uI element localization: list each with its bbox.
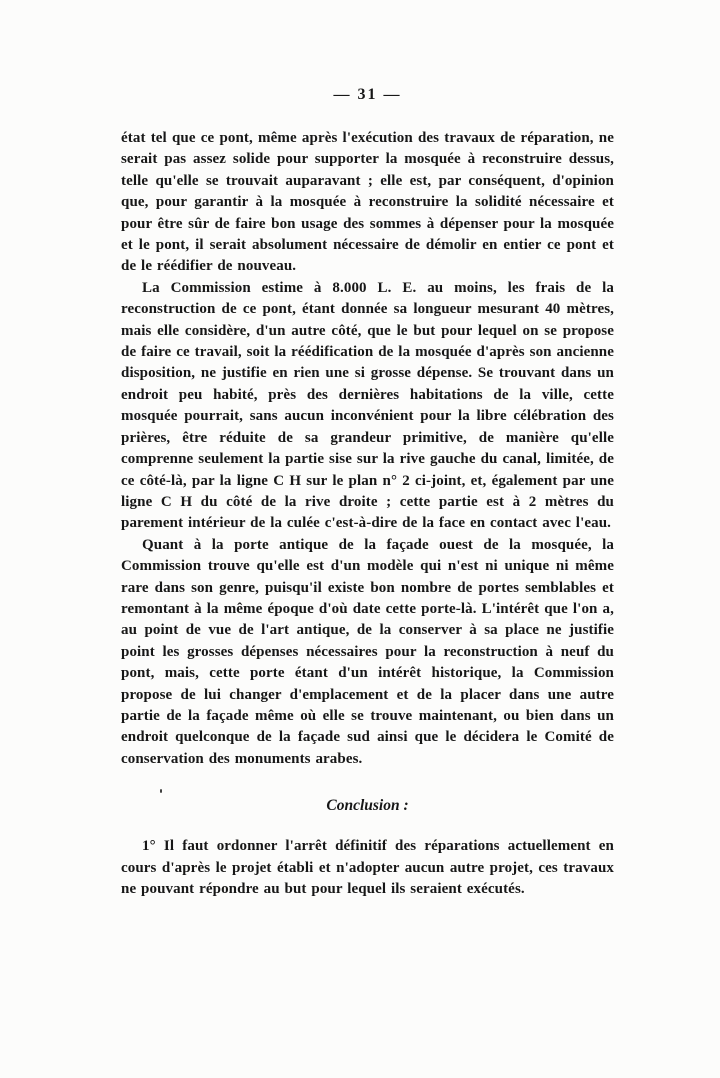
- conclusion-heading: Conclusion :: [326, 797, 409, 815]
- paragraph: Quant à la porte antique de la façade ouest de la mosquée, la Commission trouve qu'elle est d'un modèle qui n'est ni unique ni même rare dans son genre, puisqu'il existe bon nombre de portes semblables et remontant à la même époque d'où date cette porte-là. L'intérêt que l'on a, au point de vue de l'art antique, de la conserver à sa place ne justifie point les grosses dépenses nécessaires pour la reconstruction à neuf du pont, mais, cette porte étant d'un intérêt historique, la Commission propose de lui changer d'emplacement et de la placer dans une autre partie de la façade même où elle se trouve maintenant, ou bien dans un endroit quelconque de la façade sud ainsi que le décidera le Comité de conservation des monuments arabes.: [121, 536, 614, 767]
- paragraph: La Commission estime à 8.000 L. E. au moins, les frais de la reconstruction de ce pont, étant donnée sa longueur mesurant 40 mètres, mais elle considère, d'un autre côté, que le but pour lequel on se propose de faire ce travail, soit la réédification de la mosquée d'après son ancienne disposition, ne justifie en rien une si grosse dépense. Se trouvant dans un endroit peu habité, près des dernières habitations de la ville, cette mosquée pourrait, sans aucun inconvénient pour la libre célébration des prières, être réduite de sa grandeur primitive, de manière qu'elle comprenne seulement la partie sise sur la rive gauche du canal, limitée, de ce côté-là, par la ligne C H sur le plan n° 2 ci-joint, et, également par une ligne C H du côté de la rive droite ; cette partie est à 2 mètres du parement intérieur de la culée c'est-à-dire de la face en contact avec l'eau.: [121, 279, 614, 532]
- page-body: [121, 128, 614, 900]
- scan-artifact-dot: [160, 789, 162, 793]
- page-number: — 31 —: [333, 86, 402, 103]
- paragraph: 1° Il faut ordonner l'arrêt définitif des réparations actuellement en cours d'après le projet établi et n'adopter aucun autre projet, ces travaux ne pouvant répondre au but pour lequel ils seraient exécutés.: [121, 838, 614, 897]
- paragraph: état tel que ce pont, même après l'exécution des travaux de réparation, ne serait pas assez solide pour supporter la mosquée à reconstruire dessus, telle qu'elle se trouvait auparavant ; elle est, par conséquent, d'opinion que, pour garantir à la mosquée à reconstruire la solidité nécessaire et pour être sûr de faire bon usage des sommes à dépenser pour la mosquée et le pont, il serait absolument nécessaire de démolir en entier ce pont et de le réédifier de nouveau.: [121, 130, 614, 275]
